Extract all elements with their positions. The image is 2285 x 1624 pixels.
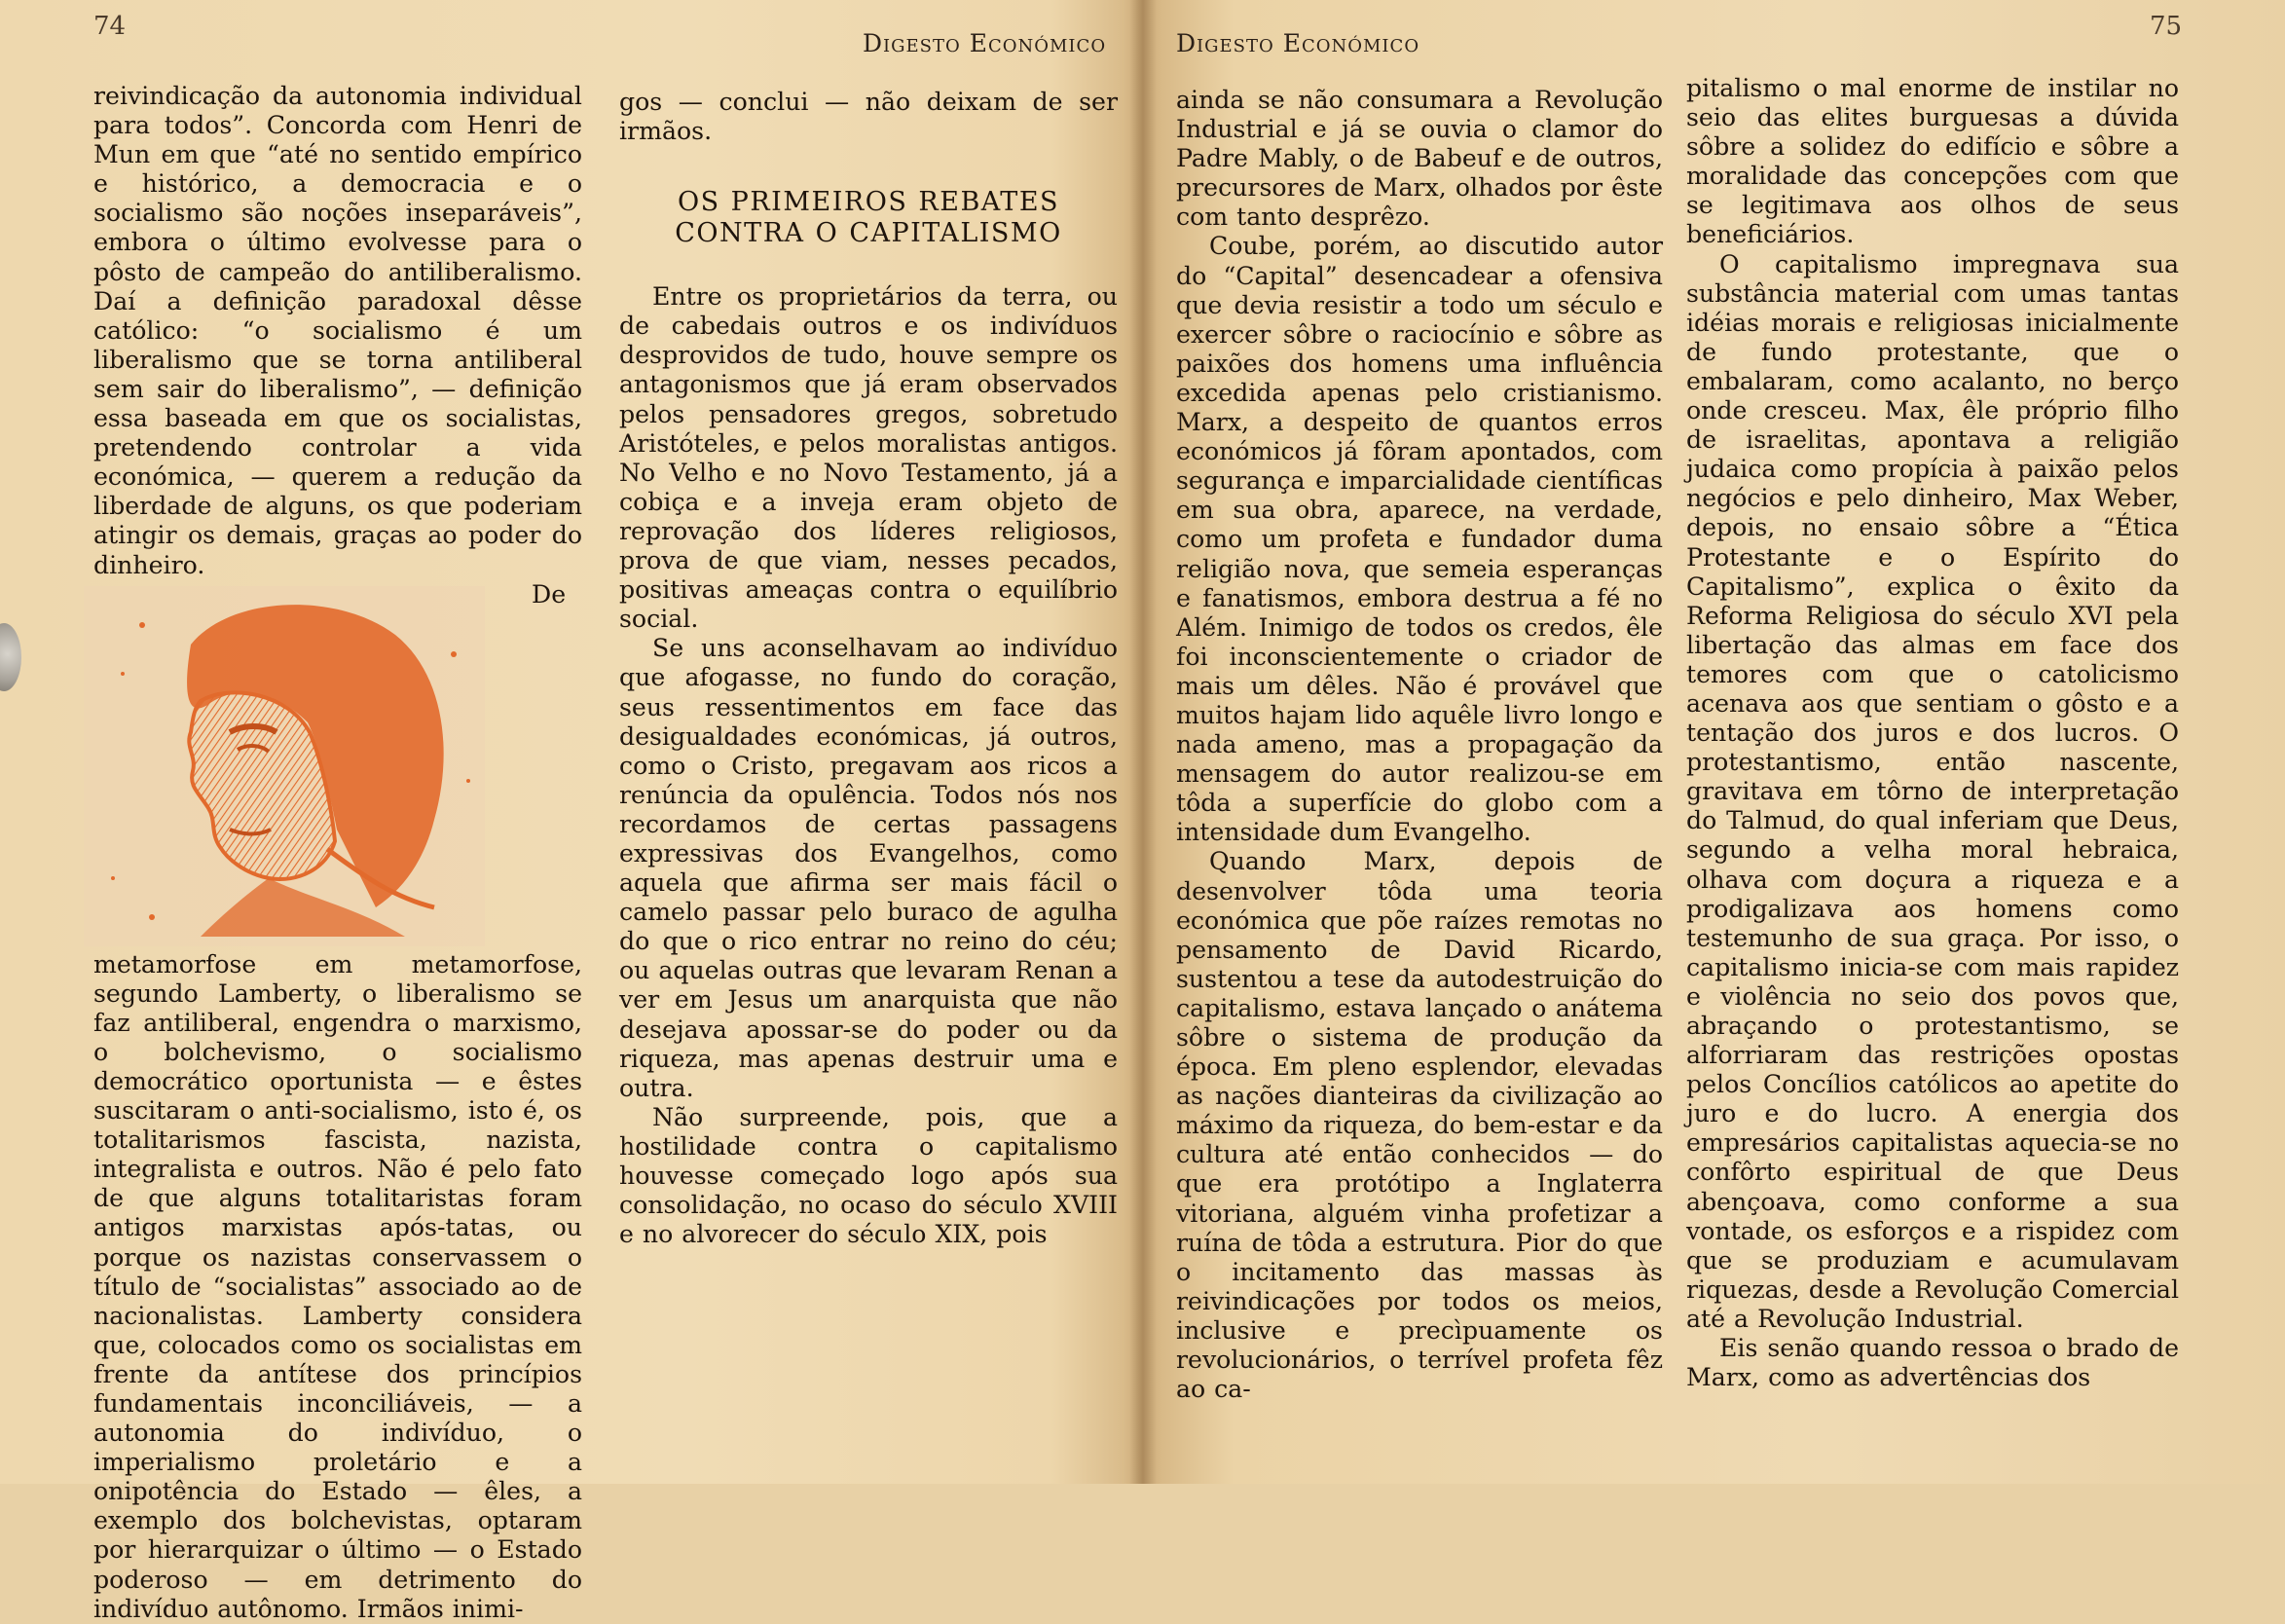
paragraph: Não surpreende, pois, que a hostilidade contra o capitalismo houvesse começado logo após sua consolidação, no ocaso do século XVIII e no alvorecer do século XIX, pois <box>619 1102 1118 1249</box>
portrait-drawing <box>84 586 485 946</box>
right-running-head: Digesto Económico <box>1176 29 1420 57</box>
section-heading <box>619 187 1118 249</box>
right-column-2 <box>1686 74 2179 1392</box>
paragraph: O capitalismo impregnava sua substância material com umas tantas idéias morais e religiosas inicialmente de fundo protestante, que o embalaram, como acalanto, no berço onde cresceu. Max, êle próprio filho de israelitas, apontava a religião judaica como propícia à paixão pelos negócios e pelo dinheiro, Max Weber, depois, no ensaio sôbre a “Ética Protestante e o Espírito do Capitalismo”, explica o êxito da Reforma Religiosa do século XVI pela libertação das almas em face dos temores com que o catolicismo acenava aos que sentiam o gôsto e a tentação dos juros e dos lucros. O protestantismo, então nascente, gravitava em tôrno de interpretação do Talmud, do qual inferiam que Deus, segundo a velha moral hebraica, olhava com doçura a riqueza e a prodigalizava aos homens como testemunho de sua graça. Por isso, o capitalismo inicia-se com mais rapidez e violência no seio dos povos que, abraçando o protestantismo, se alforriaram das restrições opostas pelos Concílios católicos ao apetite do juro e do lucro. A energia dos empresários capitalistas aquecia-se no confôrto espiritual de que Deus abençoava, como conforme a sua vontade, os esforços e a rispidez com que se produziam e acumulavam riquezas, desde a Revolução Comercial até a Revolução Industrial. <box>1686 249 2179 1333</box>
paragraph: pitalismo o mal enorme de instilar no seio das elites burguesas a dúvida sôbre a solidez do edifício e sôbre a moralidade das concepções com que se legitimava aos olhos de seus beneficiários. <box>1686 74 2179 249</box>
paragraph: Entre os proprietários da terra, ou de cabedais outros e os indivíduos desprovidos de tudo, houve sempre os antagonismos que já eram observados pelos pensadores gregos, sobretudo Aristóteles, e pelos moralistas antigos. No Velho e no Novo Testamento, já a cobiça e a inveja eram objeto de reprovação dos líderes religiosos, prova de que viam, nesses pecados, positivas ameaças contra o equilíbrio social. <box>619 282 1118 634</box>
paragraph <box>93 580 582 1624</box>
right-column-1 <box>1176 86 1663 1404</box>
left-page <box>0 0 1139 1623</box>
paragraph: Coube, porém, ao discutido autor do “Capital” desencadear a ofensiva que devia resistir a todo um século e exercer sôbre o raciocínio e sôbre as paixões dos homens uma influência excedida apenas pelo cristianismo. Marx, a despeito de quantos erros económicos já fôram apontados, com segurança e imparcialidade científicas em sua obra, aparece, na verdade, como um profeta e fundador duma religião nova, que semeia esperanças e fanatismos, embora destrua a fé no Além. Inimigo de todos os credos, êle foi inconscientemente o criador de mais um dêles. Não é provável que muitos hajam lido aquêle livro longo e nada ameno, mas a propagação da mensagem do autor realizou-se em tôda a superfície do globo com a intensidade dum Evangelho. <box>1176 232 1663 847</box>
left-page-number: 74 <box>93 12 127 41</box>
book-gutter <box>1129 0 1157 1484</box>
paragraph: Eis senão quando ressoa o brado de Marx, como as advertências dos <box>1686 1334 2179 1392</box>
section-heading-line: OS PRIMEIROS REBATES <box>677 187 1060 218</box>
paragraph-text: De metamorfose em metamorfose, segundo Lamberty, o liberalismo se faz antiliberal, engendra o marxismo, o bolchevismo, o socialismo democrático oportunista — e êstes suscitaram o anti-socialismo, isto é, os totalitarismos fascista, nazista, integralista e outros. Não é pelo fato de que alguns totalitaristas foram antigos marxistas após-tatas, ou porque os nazistas conservassem o título de “socialistas” associado ao de nacionalistas. Lamberty considera que, colocados como os socialistas em frente da antítese dos princípios fundamentais inconciliáveis, — a autonomia do indivíduo, o imperialismo proletário e a onipotência do Estado — êles, a exemplo dos bolchevistas, optaram por hierarquizar o último — o Estado poderoso — em detrimento do indivíduo autônomo. Irmãos inimi- <box>93 579 582 1623</box>
section-heading-line: CONTRA O CAPITALISMO <box>675 218 1062 249</box>
right-page-number: 75 <box>2150 12 2183 41</box>
portrait-illustration <box>84 586 485 946</box>
left-running-head: Digesto Económico <box>863 29 1107 57</box>
left-column-2 <box>619 88 1118 1249</box>
paragraph: Se uns aconselhavam ao indivíduo que afogasse, no fundo do coração, seus ressentimentos em face das desigualdades económicas, já outros, como o Cristo, pregavam aos ricos a renúncia da opulência. Todos nós nos recordamos de certas passagens expressivas dos Evangelhos, como aquela que afirma ser mais fácil o camelo passar pelo buraco de agulha do que o rico entrar no reino do céu; ou aquelas outras que levaram Renan a ver em Jesus um anarquista que não desejava apossar-se do poder ou da riqueza, mas apenas destruir uma e outra. <box>619 634 1118 1102</box>
paragraph: Quando Marx, depois de desenvolver tôda uma teoria económica que põe raízes remotas no pensamento de David Ricardo, sustentou a tese da autodestruição do capitalismo, estava lançado o anátema sôbre o sistema de produção da época. Em pleno esplendor, elevadas as nações dianteiras da civilização ao máximo da riqueza, do bem-estar e da cultura até então conhecidos — do que era protótipo a Inglaterra vitoriana, alguém vinha profetizar a ruína de tôda a estrutura. Pior do que o incitamento das massas às reivindicações por todos os meios, inclusive e precìpuamente os revolucionários, o terrível profeta fêz ao ca- <box>1176 847 1663 1404</box>
paragraph: gos — conclui — não deixam de ser irmãos. <box>619 88 1118 146</box>
right-page <box>1147 0 2285 1484</box>
paragraph: ainda se não consumara a Revolução Industrial e já se ouvia o clamor do Padre Mably, o de Babeuf e de outros, precursores de Marx, olhados por êste com tanto desprêzo. <box>1176 86 1663 232</box>
paragraph: reivindicação da autonomia individual para todos”. Concorda com Henri de Mun em que “até no sentido empírico e histórico, a democracia e o socialismo são noções inseparáveis”, embora o último evolvesse para o pôsto de campeão do antiliberalismo. Daí a definição paradoxal dêsse católico: “o socialismo é um liberalismo que se torna antiliberal sem sair do liberalismo”, — definição essa baseada em que os socialistas, pretendendo controlar a vida económica, — querem a redução da liberdade de alguns, os que poderiam atingir os demais, graças ao poder do dinheiro. <box>93 82 582 579</box>
left-column-1 <box>93 82 582 1624</box>
